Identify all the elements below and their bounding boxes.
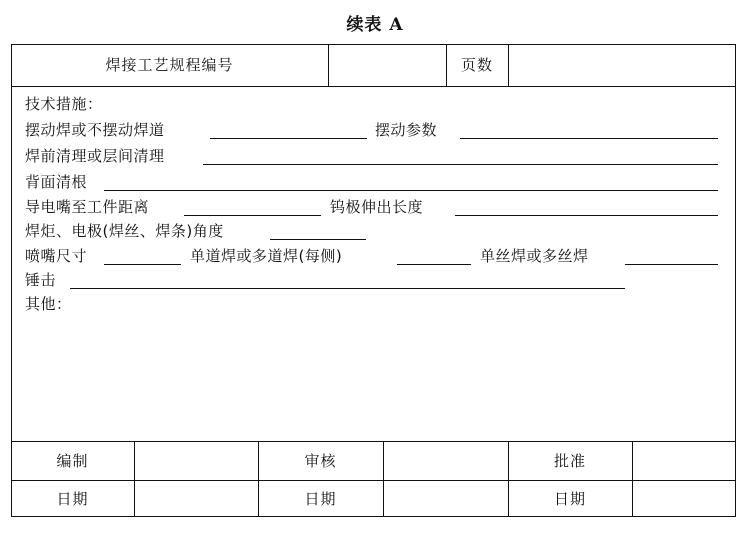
signoff-col-divider [383, 441, 384, 517]
wire-type-field[interactable] [625, 264, 718, 265]
signoff-row-divider [11, 480, 736, 481]
cleaning-field[interactable] [203, 164, 718, 165]
torch-angle-label: 焊炬、电极(焊丝、焊条)角度 [25, 222, 224, 240]
page-count-label: 页数 [460, 56, 493, 74]
header-divider [11, 86, 736, 87]
cleaning-label: 焊前清理或层间清理 [25, 147, 165, 165]
reviewed-by-label: 审核 [304, 452, 337, 470]
wire-type-label: 单丝焊或多丝焊 [480, 247, 589, 265]
approved-by-label: 批准 [553, 452, 586, 470]
back-gouging-field[interactable] [104, 190, 718, 191]
procedure-form [11, 44, 736, 517]
tungsten-extension-label: 钨极伸出长度 [330, 198, 424, 216]
reviewed-date-label: 日期 [304, 490, 337, 508]
header-col-divider [508, 44, 509, 86]
back-gouging-label: 背面清根 [25, 173, 88, 191]
nozzle-size-label: 喷嘴尺寸 [25, 247, 88, 265]
pass-type-label: 单道焊或多道焊(每侧) [190, 247, 343, 265]
other-label: 其他： [25, 295, 72, 313]
table-title: 续表 A [346, 15, 404, 35]
signoff-top-divider [11, 441, 736, 442]
weaving-label: 摆动焊或不摆动焊道 [25, 121, 165, 139]
peening-label: 锤击 [25, 271, 57, 289]
measures-heading: 技术措施： [25, 95, 103, 113]
prepared-date-label: 日期 [56, 490, 89, 508]
nozzle-distance-field[interactable] [184, 215, 321, 216]
header-col-divider [328, 44, 329, 86]
nozzle-distance-label: 导电嘴至工件距离 [25, 198, 150, 216]
signoff-col-divider [632, 441, 633, 517]
nozzle-size-field[interactable] [104, 264, 181, 265]
weaving-params-label: 摆动参数 [375, 121, 438, 139]
weaving-params-field[interactable] [460, 138, 718, 139]
torch-angle-field[interactable] [270, 239, 366, 240]
prepared-by-label: 编制 [56, 452, 89, 470]
approved-date-label: 日期 [553, 490, 586, 508]
tungsten-extension-field[interactable] [455, 215, 718, 216]
signoff-col-divider [134, 441, 135, 517]
peening-field[interactable] [70, 288, 625, 289]
pass-type-field[interactable] [397, 264, 471, 265]
procedure-number-label: 焊接工艺规程编号 [105, 56, 234, 74]
weaving-field[interactable] [210, 138, 367, 139]
